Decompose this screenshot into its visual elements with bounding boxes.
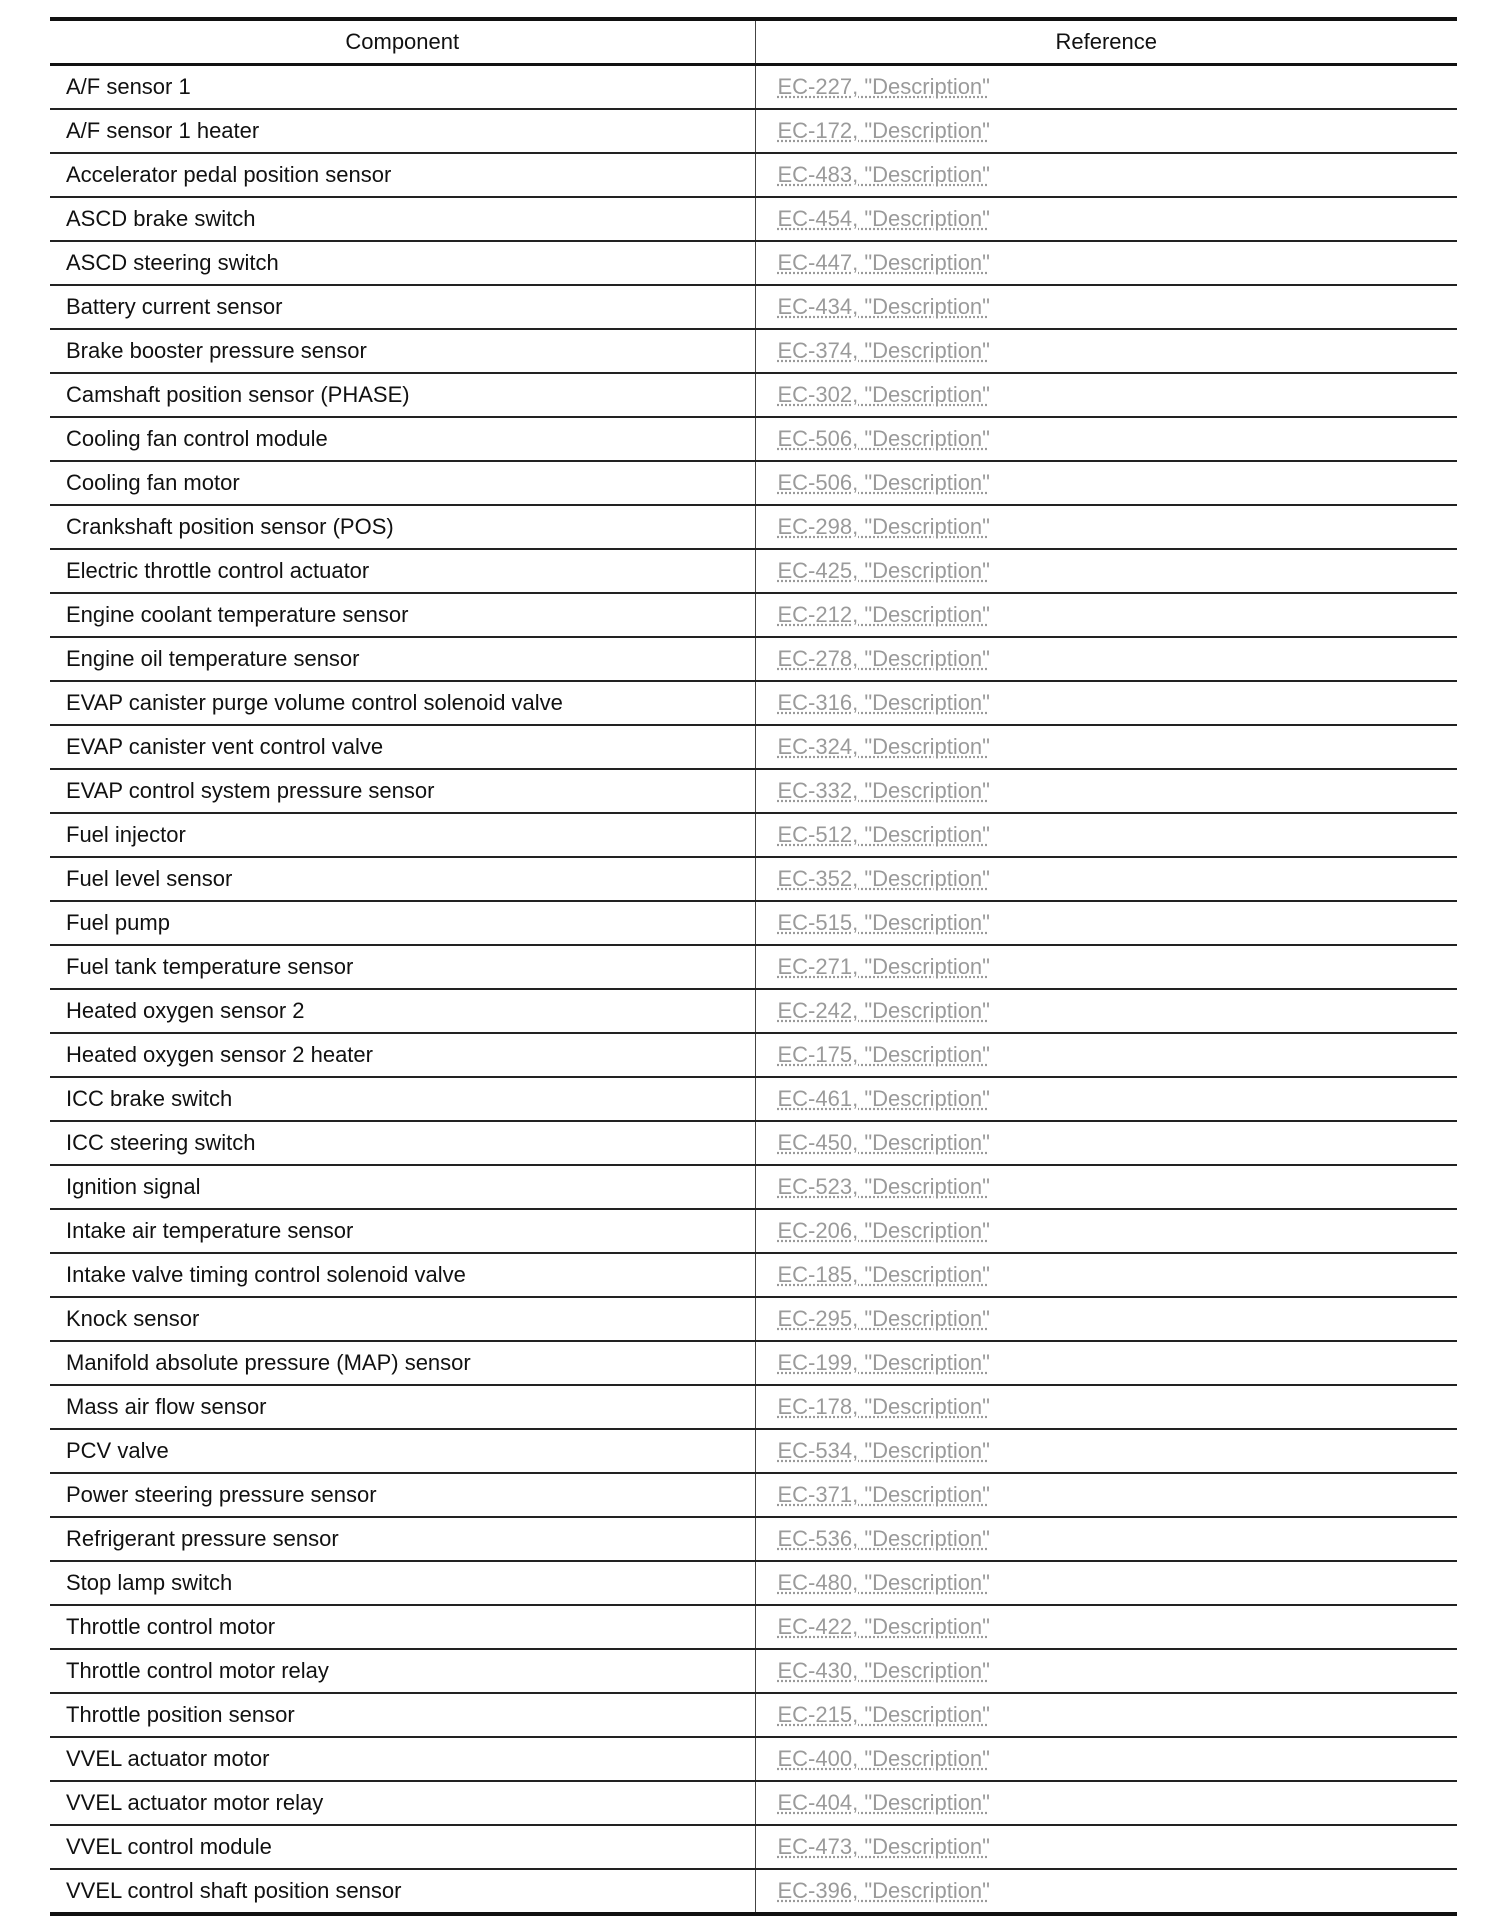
reference-link[interactable]: EC-512, "Description" (777, 822, 990, 847)
reference-cell (755, 285, 1457, 329)
table-row (50, 1209, 1457, 1253)
reference-cell (755, 1605, 1457, 1649)
reference-cell (755, 901, 1457, 945)
reference-link[interactable]: EC-185, "Description" (777, 1262, 990, 1287)
reference-cell (755, 241, 1457, 285)
reference-link[interactable]: EC-352, "Description" (777, 866, 990, 891)
reference-link[interactable]: EC-400, "Description" (777, 1746, 990, 1771)
reference-cell (755, 329, 1457, 373)
table-row (50, 1649, 1457, 1693)
table-row (50, 901, 1457, 945)
table-row (50, 153, 1457, 197)
reference-link[interactable]: EC-396, "Description" (777, 1878, 990, 1903)
table-body (50, 65, 1457, 1915)
table-row (50, 461, 1457, 505)
component-cell: Throttle control motor relay (50, 1649, 755, 1693)
table-header (50, 19, 1457, 65)
table-row (50, 1429, 1457, 1473)
reference-link[interactable]: EC-461, "Description" (777, 1086, 990, 1111)
reference-link[interactable]: EC-447, "Description" (777, 250, 990, 275)
table-row (50, 65, 1457, 110)
table-row (50, 813, 1457, 857)
component-reference-table (50, 17, 1457, 1916)
component-cell: A/F sensor 1 heater (50, 109, 755, 153)
reference-cell (755, 1737, 1457, 1781)
table-row (50, 505, 1457, 549)
reference-link[interactable]: EC-506, "Description" (777, 426, 990, 451)
reference-link[interactable]: EC-302, "Description" (777, 382, 990, 407)
reference-link[interactable]: EC-523, "Description" (777, 1174, 990, 1199)
reference-cell (755, 1385, 1457, 1429)
component-cell: Intake air temperature sensor (50, 1209, 755, 1253)
component-cell: VVEL control module (50, 1825, 755, 1869)
reference-link[interactable]: EC-332, "Description" (777, 778, 990, 803)
table-row (50, 1561, 1457, 1605)
table-row (50, 769, 1457, 813)
component-cell: ASCD brake switch (50, 197, 755, 241)
reference-cell (755, 1077, 1457, 1121)
reference-link[interactable]: EC-371, "Description" (777, 1482, 990, 1507)
reference-link[interactable]: EC-480, "Description" (777, 1570, 990, 1595)
component-cell: Heated oxygen sensor 2 heater (50, 1033, 755, 1077)
reference-cell (755, 1209, 1457, 1253)
reference-cell (755, 153, 1457, 197)
reference-cell (755, 1033, 1457, 1077)
table-row (50, 1473, 1457, 1517)
reference-cell (755, 1561, 1457, 1605)
reference-link[interactable]: EC-227, "Description" (777, 74, 990, 99)
reference-cell (755, 813, 1457, 857)
table-row (50, 857, 1457, 901)
reference-cell (755, 1517, 1457, 1561)
table-row (50, 285, 1457, 329)
column-header-component: Component (50, 19, 755, 65)
component-cell: Camshaft position sensor (PHASE) (50, 373, 755, 417)
component-cell: VVEL actuator motor relay (50, 1781, 755, 1825)
table-row (50, 989, 1457, 1033)
reference-cell (755, 197, 1457, 241)
header-row (50, 19, 1457, 65)
reference-link[interactable]: EC-534, "Description" (777, 1438, 990, 1463)
reference-link[interactable]: EC-422, "Description" (777, 1614, 990, 1639)
component-cell: Battery current sensor (50, 285, 755, 329)
reference-cell (755, 857, 1457, 901)
reference-link[interactable]: EC-404, "Description" (777, 1790, 990, 1815)
component-cell: Heated oxygen sensor 2 (50, 989, 755, 1033)
table-row (50, 549, 1457, 593)
reference-cell (755, 461, 1457, 505)
reference-cell (755, 65, 1457, 110)
reference-cell (755, 945, 1457, 989)
component-cell: Knock sensor (50, 1297, 755, 1341)
reference-link[interactable]: EC-212, "Description" (777, 602, 990, 627)
table-row (50, 637, 1457, 681)
component-cell: Fuel pump (50, 901, 755, 945)
reference-cell (755, 1825, 1457, 1869)
reference-link[interactable]: EC-206, "Description" (777, 1218, 990, 1243)
reference-link[interactable]: EC-506, "Description" (777, 470, 990, 495)
table-row (50, 1517, 1457, 1561)
component-cell: Engine oil temperature sensor (50, 637, 755, 681)
reference-cell (755, 549, 1457, 593)
reference-link[interactable]: EC-374, "Description" (777, 338, 990, 363)
reference-link[interactable]: EC-430, "Description" (777, 1658, 990, 1683)
component-cell: Fuel tank temperature sensor (50, 945, 755, 989)
column-header-reference: Reference (755, 19, 1457, 65)
component-cell: ASCD steering switch (50, 241, 755, 285)
reference-cell (755, 505, 1457, 549)
reference-link[interactable]: EC-316, "Description" (777, 690, 990, 715)
component-cell: ICC brake switch (50, 1077, 755, 1121)
component-cell: EVAP canister vent control valve (50, 725, 755, 769)
component-cell: Fuel injector (50, 813, 755, 857)
reference-cell (755, 1253, 1457, 1297)
table-row (50, 1825, 1457, 1869)
component-cell: Engine coolant temperature sensor (50, 593, 755, 637)
reference-link[interactable]: EC-434, "Description" (777, 294, 990, 319)
component-cell: EVAP control system pressure sensor (50, 769, 755, 813)
component-cell: Cooling fan control module (50, 417, 755, 461)
reference-cell (755, 1473, 1457, 1517)
reference-link[interactable]: EC-425, "Description" (777, 558, 990, 583)
reference-link[interactable]: EC-298, "Description" (777, 514, 990, 539)
component-cell: Throttle control motor (50, 1605, 755, 1649)
reference-link[interactable]: EC-454, "Description" (777, 206, 990, 231)
reference-link[interactable]: EC-450, "Description" (777, 1130, 990, 1155)
table-row (50, 1737, 1457, 1781)
reference-cell (755, 1693, 1457, 1737)
table-row (50, 1121, 1457, 1165)
reference-cell (755, 989, 1457, 1033)
reference-cell (755, 417, 1457, 461)
table-row (50, 1077, 1457, 1121)
component-cell: Electric throttle control actuator (50, 549, 755, 593)
component-cell: Accelerator pedal position sensor (50, 153, 755, 197)
table-row (50, 1781, 1457, 1825)
table-row (50, 1869, 1457, 1914)
reference-link[interactable]: EC-271, "Description" (777, 954, 990, 979)
table-row (50, 1297, 1457, 1341)
table-row (50, 373, 1457, 417)
reference-cell (755, 593, 1457, 637)
component-cell: Throttle position sensor (50, 1693, 755, 1737)
reference-cell (755, 1165, 1457, 1209)
reference-link[interactable]: EC-295, "Description" (777, 1306, 990, 1331)
table-row (50, 417, 1457, 461)
component-cell: Stop lamp switch (50, 1561, 755, 1605)
table-row (50, 1033, 1457, 1077)
component-cell: Mass air flow sensor (50, 1385, 755, 1429)
table-row (50, 329, 1457, 373)
reference-link[interactable]: EC-324, "Description" (777, 734, 990, 759)
reference-cell (755, 1781, 1457, 1825)
reference-cell (755, 109, 1457, 153)
reference-link[interactable]: EC-172, "Description" (777, 118, 990, 143)
reference-cell (755, 1341, 1457, 1385)
table-row (50, 945, 1457, 989)
table-row (50, 1165, 1457, 1209)
component-cell: Refrigerant pressure sensor (50, 1517, 755, 1561)
component-cell: ICC steering switch (50, 1121, 755, 1165)
component-cell: Manifold absolute pressure (MAP) sensor (50, 1341, 755, 1385)
reference-link[interactable]: EC-536, "Description" (777, 1526, 990, 1551)
reference-cell (755, 1297, 1457, 1341)
reference-cell (755, 681, 1457, 725)
reference-link[interactable]: EC-483, "Description" (777, 162, 990, 187)
table-row (50, 1341, 1457, 1385)
reference-link[interactable]: EC-215, "Description" (777, 1702, 990, 1727)
component-cell: Intake valve timing control solenoid valve (50, 1253, 755, 1297)
reference-cell (755, 637, 1457, 681)
reference-cell (755, 769, 1457, 813)
reference-cell (755, 725, 1457, 769)
component-cell: Ignition signal (50, 1165, 755, 1209)
component-cell: A/F sensor 1 (50, 65, 755, 110)
table-row (50, 1693, 1457, 1737)
reference-link[interactable]: EC-178, "Description" (777, 1394, 990, 1419)
component-cell: VVEL actuator motor (50, 1737, 755, 1781)
table-row (50, 593, 1457, 637)
table-row (50, 1253, 1457, 1297)
reference-link[interactable]: EC-473, "Description" (777, 1834, 990, 1859)
component-cell: Fuel level sensor (50, 857, 755, 901)
table-row (50, 1385, 1457, 1429)
reference-cell (755, 1649, 1457, 1693)
component-cell: Power steering pressure sensor (50, 1473, 755, 1517)
component-reference-table-container (50, 17, 1457, 1916)
table-row (50, 681, 1457, 725)
component-cell: Crankshaft position sensor (POS) (50, 505, 755, 549)
reference-link[interactable]: EC-278, "Description" (777, 646, 990, 671)
table-row (50, 109, 1457, 153)
component-cell: VVEL control shaft position sensor (50, 1869, 755, 1914)
reference-link[interactable]: EC-515, "Description" (777, 910, 990, 935)
reference-link[interactable]: EC-242, "Description" (777, 998, 990, 1023)
table-row (50, 241, 1457, 285)
table-row (50, 197, 1457, 241)
reference-link[interactable]: EC-175, "Description" (777, 1042, 990, 1067)
reference-cell (755, 1429, 1457, 1473)
table-row (50, 725, 1457, 769)
component-cell: PCV valve (50, 1429, 755, 1473)
table-row (50, 1605, 1457, 1649)
component-cell: Brake booster pressure sensor (50, 329, 755, 373)
reference-link[interactable]: EC-199, "Description" (777, 1350, 990, 1375)
component-cell: EVAP canister purge volume control solenoid valve (50, 681, 755, 725)
reference-cell (755, 1869, 1457, 1914)
reference-cell (755, 373, 1457, 417)
component-cell: Cooling fan motor (50, 461, 755, 505)
reference-cell (755, 1121, 1457, 1165)
